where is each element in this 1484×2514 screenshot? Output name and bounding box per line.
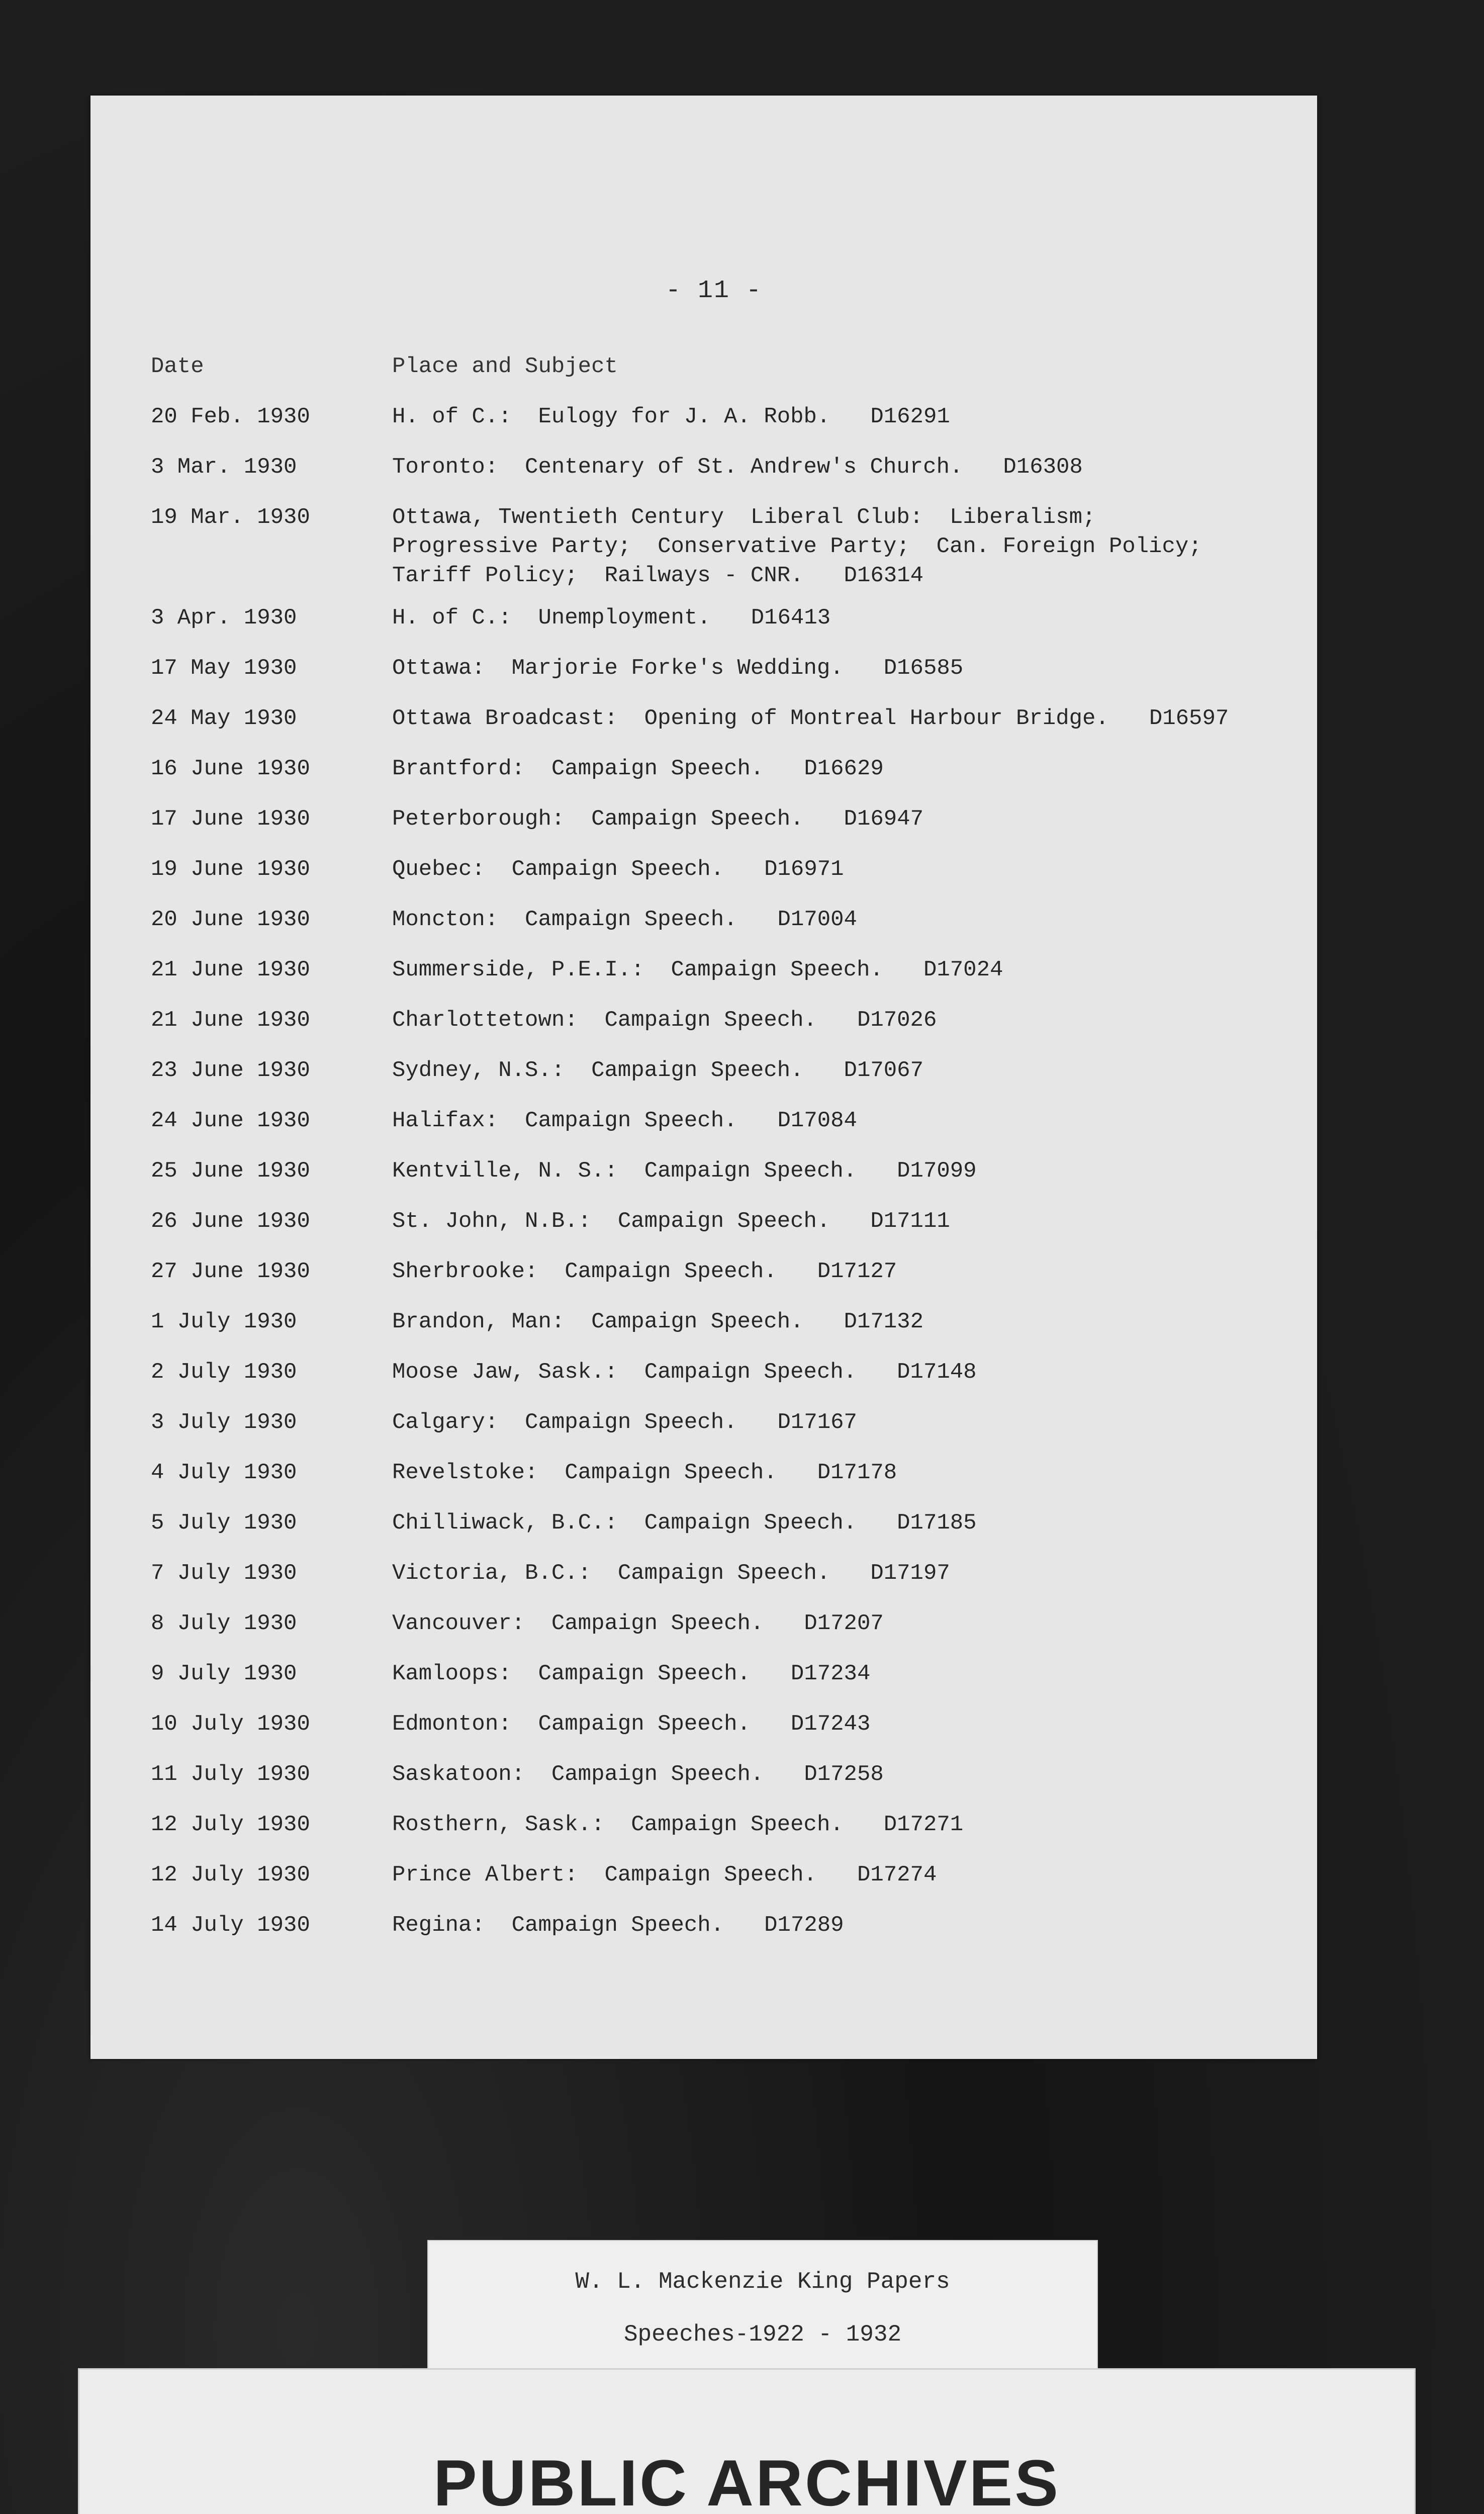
speech-entry [151, 1207, 1282, 1237]
entry-reference: D16291 [870, 404, 950, 429]
entry-date: 24 May 1930 [151, 706, 297, 731]
subject-line: Revelstoke: Campaign Speech. D17178 [392, 1460, 897, 1485]
speech-entry [151, 1156, 1282, 1187]
speech-entry [151, 1106, 1282, 1136]
entry-subject [392, 1860, 937, 1890]
speech-entry [151, 453, 1282, 483]
subject-line: Tariff Policy; Railways - CNR. D16314 [392, 563, 923, 588]
subject-line: Peterborough: Campaign Speech. D16947 [392, 806, 923, 832]
entry-subject [392, 1358, 977, 1387]
speech-entry [151, 804, 1282, 835]
subject-line: Progressive Party; Conservative Party; Can. Foreign Policy; [392, 534, 1202, 559]
entry-date: 1 July 1930 [151, 1309, 297, 1334]
subject-line: St. John, N.B.: Campaign Speech. D17111 [392, 1209, 950, 1234]
entry-subject [392, 1156, 977, 1186]
entry-subject [392, 1056, 923, 1085]
speech-entry [151, 1659, 1282, 1689]
entry-date: 7 July 1930 [151, 1561, 297, 1586]
speech-entry [151, 1860, 1282, 1891]
speech-entry [151, 905, 1282, 935]
entry-reference: D17167 [777, 1410, 857, 1435]
speech-entry [151, 1056, 1282, 1086]
entry-subject [392, 1508, 977, 1538]
entry-subject [392, 603, 830, 633]
entry-subject [392, 955, 1003, 984]
subject-line: Toronto: Centenary of St. Andrew's Church. D16308 [392, 455, 1083, 480]
entry-reference: D17274 [857, 1862, 937, 1888]
subject-line: Kentville, N. S.: Campaign Speech. D17099 [392, 1158, 977, 1184]
entry-reference: D17178 [817, 1460, 897, 1485]
entry-date: 21 June 1930 [151, 1008, 310, 1033]
entry-reference: D17111 [870, 1209, 950, 1234]
entry-date: 3 Mar. 1930 [151, 455, 297, 480]
subject-line: Summerside, P.E.I.: Campaign Speech. D17024 [392, 957, 1003, 982]
entry-date: 19 June 1930 [151, 857, 310, 882]
entry-reference: D16629 [804, 756, 884, 781]
entry-reference: D16314 [844, 563, 923, 588]
speech-entry [151, 855, 1282, 885]
archive-title-en: PUBLIC ARCHIVES [433, 2446, 1060, 2514]
entry-reference: D17132 [844, 1309, 923, 1334]
entry-subject [392, 402, 950, 431]
entry-reference: D17271 [883, 1812, 964, 1837]
entry-reference: D17067 [844, 1058, 923, 1083]
subject-line: Ottawa Broadcast: Opening of Montreal Harbour Bridge. D16597 [392, 706, 1229, 731]
speech-entry [151, 1408, 1282, 1438]
entry-reference: D17099 [897, 1158, 977, 1184]
speech-entry [151, 1257, 1282, 1287]
entry-date: 26 June 1930 [151, 1209, 310, 1234]
entry-date: 21 June 1930 [151, 957, 310, 982]
speech-entry [151, 1458, 1282, 1488]
subject-line: Ottawa: Marjorie Forke's Wedding. D16585 [392, 656, 964, 681]
entry-reference: D17289 [764, 1913, 844, 1938]
subject-line: Edmonton: Campaign Speech. D17243 [392, 1712, 871, 1737]
subject-line: Quebec: Campaign Speech. D16971 [392, 857, 844, 882]
entry-subject [392, 1207, 950, 1236]
entry-reference: D16308 [1003, 455, 1083, 480]
entry-subject [392, 804, 923, 834]
speech-entry [151, 1710, 1282, 1740]
entry-reference: D17243 [790, 1712, 871, 1737]
speech-entry [151, 1609, 1282, 1639]
page-number: - 11 - [665, 277, 763, 305]
subject-line: Halifax: Campaign Speech. D17084 [392, 1108, 857, 1133]
entry-subject [392, 1911, 844, 1940]
entry-reference: D16585 [883, 656, 964, 681]
subject-line: Sherbrooke: Campaign Speech. D17127 [392, 1259, 897, 1284]
entry-subject [392, 1760, 884, 1789]
subject-line: Chilliwack, B.C.: Campaign Speech. D17185 [392, 1510, 977, 1536]
subject-line: Vancouver: Campaign Speech. D17207 [392, 1611, 884, 1636]
entry-date: 14 July 1930 [151, 1913, 310, 1938]
entry-reference: D17197 [870, 1561, 950, 1586]
subject-line: Calgary: Campaign Speech. D17167 [392, 1410, 857, 1435]
subject-line: Sydney, N.S.: Campaign Speech. D17067 [392, 1058, 923, 1083]
entry-reference: D16947 [844, 806, 923, 832]
speech-entry [151, 503, 1282, 588]
entry-date: 23 June 1930 [151, 1058, 310, 1083]
entry-date: 20 June 1930 [151, 907, 310, 932]
entry-reference: D17024 [923, 957, 1003, 982]
subject-line: Brandon, Man: Campaign Speech. D17132 [392, 1309, 923, 1334]
speech-entry [151, 1508, 1282, 1539]
entry-date: 24 June 1930 [151, 1108, 310, 1133]
entry-subject [392, 1659, 870, 1688]
entry-subject [392, 453, 1083, 482]
speech-entry [151, 1307, 1282, 1337]
entry-subject [392, 1106, 857, 1135]
entry-date: 11 July 1930 [151, 1762, 310, 1787]
subject-line: Kamloops: Campaign Speech. D17234 [392, 1661, 871, 1686]
entry-subject [392, 1458, 897, 1487]
speech-entry [151, 754, 1282, 784]
entry-reference: D16971 [764, 857, 844, 882]
entry-date: 20 Feb. 1930 [151, 404, 310, 429]
speech-entry [151, 1559, 1282, 1589]
entry-date: 3 July 1930 [151, 1410, 297, 1435]
speech-entry [151, 955, 1282, 985]
collection-title: W. L. Mackenzie King Papers [575, 2269, 950, 2295]
entry-subject [392, 1408, 857, 1437]
date-header: Date [151, 354, 204, 379]
subject-line: H. of C.: Unemployment. D16413 [392, 605, 831, 631]
speech-entry [151, 1911, 1282, 1941]
entry-date: 3 Apr. 1930 [151, 605, 297, 631]
entry-date: 17 June 1930 [151, 806, 310, 832]
entry-reference: D17084 [777, 1108, 857, 1133]
subject-line: H. of C.: Eulogy for J. A. Robb. D16291 [392, 404, 950, 429]
entry-date: 9 July 1930 [151, 1661, 297, 1686]
entry-subject [392, 754, 884, 783]
speech-entry [151, 1006, 1282, 1036]
entry-reference: D16413 [751, 605, 831, 631]
subject-line: Charlottetown: Campaign Speech. D17026 [392, 1008, 937, 1033]
entry-reference: D17185 [897, 1510, 977, 1536]
entry-date: 12 July 1930 [151, 1812, 310, 1837]
entry-reference: D17026 [857, 1008, 937, 1033]
speech-entry [151, 704, 1282, 734]
entry-reference: D17004 [777, 907, 857, 932]
entry-date: 25 June 1930 [151, 1158, 310, 1184]
subject-line: Regina: Campaign Speech. D17289 [392, 1913, 844, 1938]
entry-subject [392, 1609, 884, 1638]
subject-line: Victoria, B.C.: Campaign Speech. D17197 [392, 1561, 950, 1586]
speech-entry [151, 1358, 1282, 1388]
subject-header: Place and Subject [392, 354, 618, 379]
entry-reference: D16597 [1149, 706, 1229, 731]
subject-line: Moose Jaw, Sask.: Campaign Speech. D17148 [392, 1360, 977, 1385]
entry-subject [392, 855, 844, 884]
entry-subject [392, 1559, 950, 1588]
entry-date: 10 July 1930 [151, 1712, 310, 1737]
column-headers [151, 352, 1282, 382]
subject-line: Prince Albert: Campaign Speech. D17274 [392, 1862, 937, 1888]
entry-date: 16 June 1930 [151, 756, 310, 781]
entry-subject [392, 654, 963, 683]
entry-subject [392, 704, 1229, 733]
document-page [90, 96, 1317, 2059]
entry-reference: D17258 [804, 1762, 884, 1787]
entry-date: 8 July 1930 [151, 1611, 297, 1636]
entry-date: 4 July 1930 [151, 1460, 297, 1485]
entry-subject [392, 1257, 897, 1286]
speech-entry [151, 603, 1282, 634]
subject-line: Ottawa, Twentieth Century Liberal Club: Liberalism; [392, 505, 1096, 530]
entry-subject [392, 1006, 937, 1035]
entry-date: 27 June 1930 [151, 1259, 310, 1284]
entry-date: 12 July 1930 [151, 1862, 310, 1888]
entry-reference: D17207 [804, 1611, 884, 1636]
entry-reference: D17127 [817, 1259, 897, 1284]
entry-date: 17 May 1930 [151, 656, 297, 681]
entry-reference: D17234 [790, 1661, 871, 1686]
collection-label [427, 2240, 1098, 2378]
entry-date: 2 July 1930 [151, 1360, 297, 1385]
subject-line: Saskatoon: Campaign Speech. D17258 [392, 1762, 884, 1787]
entry-subject [392, 1710, 870, 1739]
speech-entry [151, 654, 1282, 684]
entry-date: 19 Mar. 1930 [151, 505, 310, 530]
entry-reference: D17148 [897, 1360, 977, 1385]
entry-subject [392, 905, 857, 934]
subject-line: Moncton: Campaign Speech. D17004 [392, 907, 857, 932]
subject-line: Rosthern, Sask.: Campaign Speech. D17271 [392, 1812, 964, 1837]
speech-entry [151, 402, 1282, 432]
entry-subject [392, 503, 1202, 590]
collection-range: Speeches-1922 - 1932 [623, 2321, 902, 2348]
speech-entry [151, 1760, 1282, 1790]
entry-date: 5 July 1930 [151, 1510, 297, 1536]
entry-subject [392, 1810, 963, 1839]
archive-stamp-panel [78, 2368, 1416, 2514]
entry-subject [392, 1307, 923, 1336]
subject-line: Brantford: Campaign Speech. D16629 [392, 756, 884, 781]
speech-entry [151, 1810, 1282, 1840]
